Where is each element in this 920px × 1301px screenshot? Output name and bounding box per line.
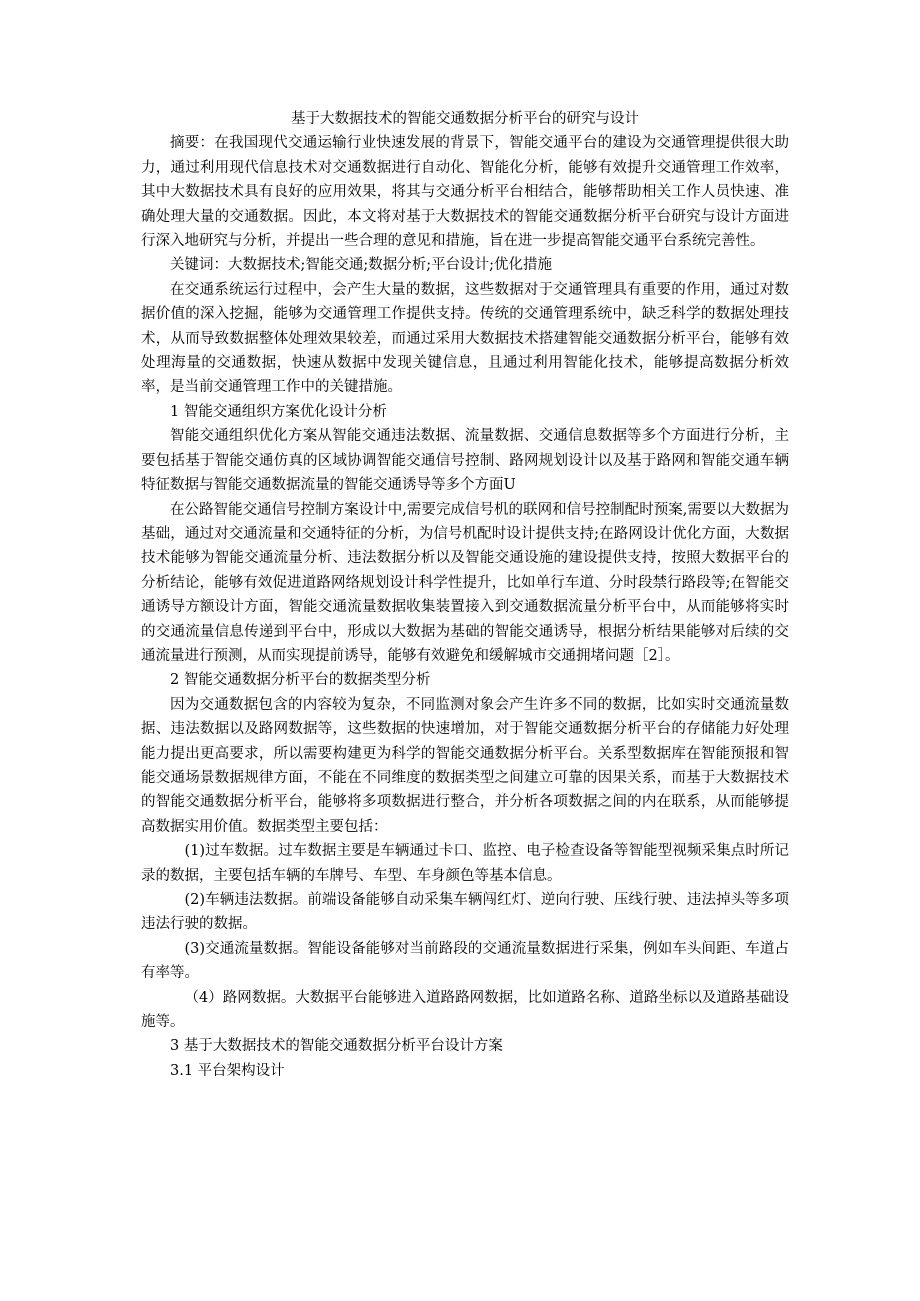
section-2-paragraph-1: 因为交通数据包含的内容较为复杂，不同监测对象会产生许多不同的数据，比如实时交通流量数据、违法数据以及路网数据等，这些数据的快速增加，对于智能交通数据分析平台的存储能力好处理能力提出更高要求，所以需要构建更为科学的智能交通数据分析平台。关系型数据库在智能预报和智能交通场景数据规律方面，不能在不同维度的数据类型之间建立可靠的因果关系，而基于大数据技术的智能交通数据分析平台，能够将多项数据进行整合，并分析各项数据之间的内在联系，从而能够提高数据实用价值。数据类型主要包括： (141, 696, 789, 835)
keywords-paragraph: 关键词：大数据技术;智能交通;数据分析;平台设计;优化措施 (170, 257, 553, 274)
list-item-1: (1)过车数据。过车数据主要是车辆通过卡口、监控、电子检查设备等智能型视频采集点时所记录的数据，主要包括车辆的车牌号、车型、车身颜色等基本信息。 (141, 843, 789, 884)
intro-paragraph: 在交通系统运行过程中，会产生大量的数据，这些数据对于交通管理具有重要的作用，通过对数据价值的深入挖掘，能够为交通管理工作提供支持。传统的交通管理系统中，缺乏科学的数据处理技术，从而导致数据整体处理效果较差，而通过采用大数据技术搭建智能交通数据分析平台，能够有效处理海量的交通数据，快速从数据中发现关键信息，且通过利用智能化技术，能够提高数据分析效率，是当前交通管理工作中的关键措施。 (141, 281, 789, 396)
section-1-heading: 1 智能交通组织方案优化设计分析 (170, 403, 387, 420)
section-1-paragraph-2: 在公路智能交通信号控制方案设计中,需要完成信号机的联网和信号控制配时预案,需要以大数据为基础，通过对交通流量和交通特征的分析，为信号机配时设计提供支持;在路网设计优化方面，大数据技术能够为智能交通流量分析、违法数据分析以及智能交通设施的建设提供支持，按照大数据平台的分析结论，能够有效促进道路网络规划设计科学性提升，比如单行车道、分时段禁行路段等;在智能交通诱导方额设计方面，智能交通流量数据收集装置接入到交通数据流量分析平台中，从而能够将实时的交通流量信息传递到平台中，形成以大数据为基础的智能交通诱导，根据分析结果能够对后续的交通流量进行预测，从而实现提前诱导，能够有效避免和缓解城市交通拥堵问题［2］。 (141, 501, 789, 664)
list-item-4: （4）路网数据。大数据平台能够进入道路路网数据，比如道路名称、道路坐标以及道路基础设施等。 (141, 989, 789, 1031)
section-3-1-heading: 3.1 平台架构设计 (170, 1062, 285, 1079)
page-title: 基于大数据技术的智能交通数据分析平台的研究与设计 (291, 111, 639, 127)
abstract-paragraph: 摘要：在我国现代交通运输行业快速发展的背景下，智能交通平台的建设为交通管理提供很大助力，通过利用现代信息技术对交通数据进行自动化、智能化分析，能够有效提升交通管理工作效率，其中大数据技术具有良好的应用效果，将其与交通分析平台相结合，能够帮助相关工作人员快速、准确处理大量的交通数据。因此，本文将对基于大数据技术的智能交通数据分析平台研究与设计方面进行深入地研究与分析，并提出一些合理的意见和措施，旨在进一步提高智能交通平台系统完善性。 (141, 135, 789, 250)
list-item-2: (2)车辆违法数据。前端设备能够自动采集车辆闯红灯、逆向行驶、压线行驶、违法掉头等多项违法行驶的数据。 (141, 892, 789, 933)
section-2-heading: 2 智能交通数据分析平台的数据类型分析 (170, 672, 431, 689)
list-item-3: (3)交通流量数据。智能设备能够对当前路段的交通流量数据进行采集，例如车头间距、车道占有率等。 (141, 940, 789, 982)
document-body (141, 107, 789, 1083)
section-3-heading: 3 基于大数据技术的智能交通数据分析平台设计方案 (170, 1038, 503, 1055)
section-1-paragraph-1: 智能交通组织优化方案从智能交通违法数据、流量数据、交通信息数据等多个方面进行分析，主要包括基于智能交通仿真的区域协调智能交通信号控制、路网规划设计以及基于路网和智能交通车辆特征数据与智能交通数据流量的智能交通诱导等多个方面U (141, 428, 789, 494)
